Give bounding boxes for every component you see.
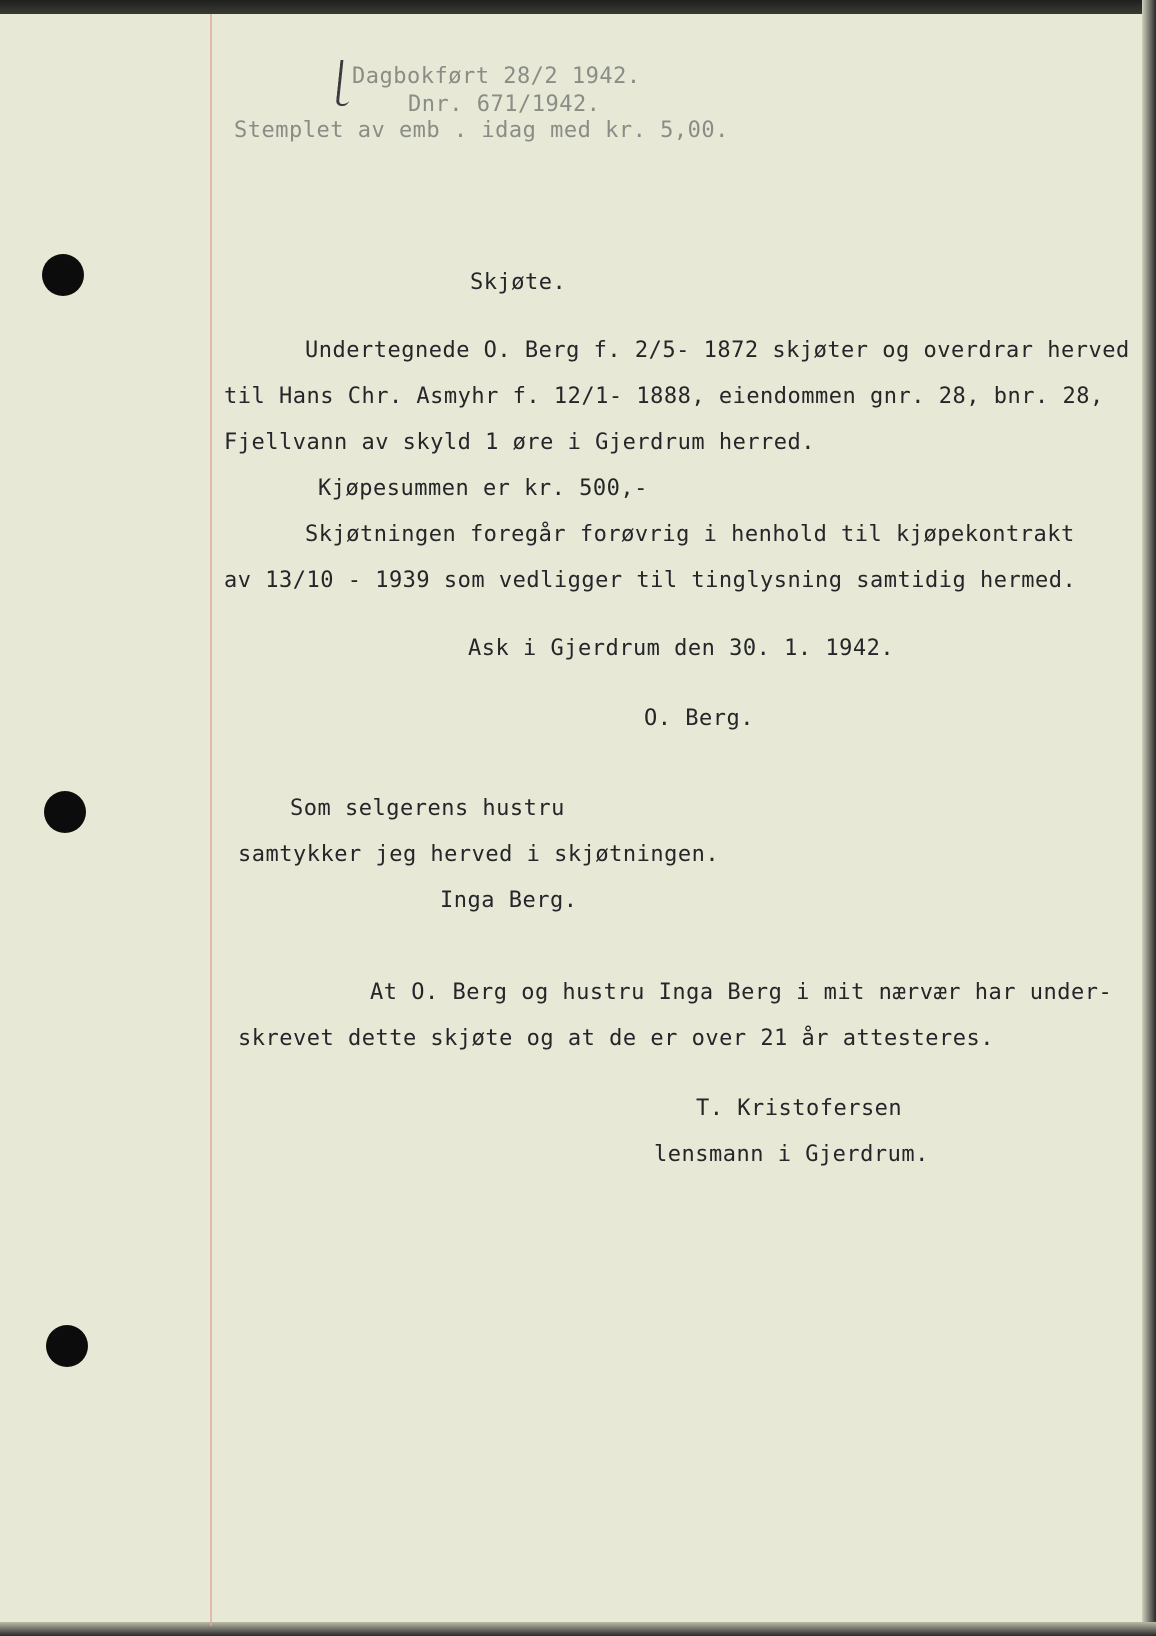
stamp-registry-line: Dagbokført 28/2 1942. (352, 64, 641, 89)
margin-rule (210, 14, 212, 1626)
body-paragraph-3-line-1: Skjøtningen foregår forøvrig i henhold til kjøpekontrakt (305, 522, 1075, 547)
attestation-line-1: At O. Berg og hustru Inga Berg i mit nærvær har under- (370, 980, 1113, 1005)
consent-line-2: samtykker jeg herved i skjøtningen. (238, 842, 720, 867)
wife-signature: Inga Berg. (440, 888, 578, 913)
body-paragraph-1-line-2: til Hans Chr. Asmyhr f. 12/1- 1888, eiendommen gnr. 28, bnr. 28, (224, 384, 1104, 409)
purchase-price-line: Kjøpesummen er kr. 500,- (318, 476, 648, 501)
document-title: Skjøte. (470, 270, 567, 295)
punch-hole-middle (44, 791, 86, 833)
stamp-fee-line: Stemplet av emb . idag med kr. 5,00. (234, 118, 729, 143)
scan-edge-bottom (0, 1622, 1156, 1636)
body-paragraph-1-line-1: Undertegnede O. Berg f. 2/5- 1872 skjøter og overdrar herved (305, 338, 1130, 363)
stamp-bracket-mark (336, 60, 354, 106)
scan-edge-top (0, 0, 1156, 14)
attestation-line-2: skrevet dette skjøte og at de er over 21 år attesteres. (238, 1026, 994, 1051)
scan-edge-right (1142, 0, 1156, 1636)
body-paragraph-3-line-2: av 13/10 - 1939 som vedligger til tinglysning samtidig hermed. (224, 568, 1077, 593)
seller-signature: O. Berg. (644, 706, 754, 731)
consent-line-1: Som selgerens hustru (290, 796, 565, 821)
place-and-date: Ask i Gjerdrum den 30. 1. 1942. (468, 636, 895, 661)
body-paragraph-1-line-3: Fjellvann av skyld 1 øre i Gjerdrum herred. (224, 430, 816, 455)
attester-signature: T. Kristofersen (696, 1096, 903, 1121)
punch-hole-top (42, 254, 84, 296)
attester-title: lensmann i Gjerdrum. (654, 1142, 929, 1167)
punch-hole-bottom (46, 1325, 88, 1367)
stamp-number-line: Dnr. 671/1942. (408, 92, 601, 117)
